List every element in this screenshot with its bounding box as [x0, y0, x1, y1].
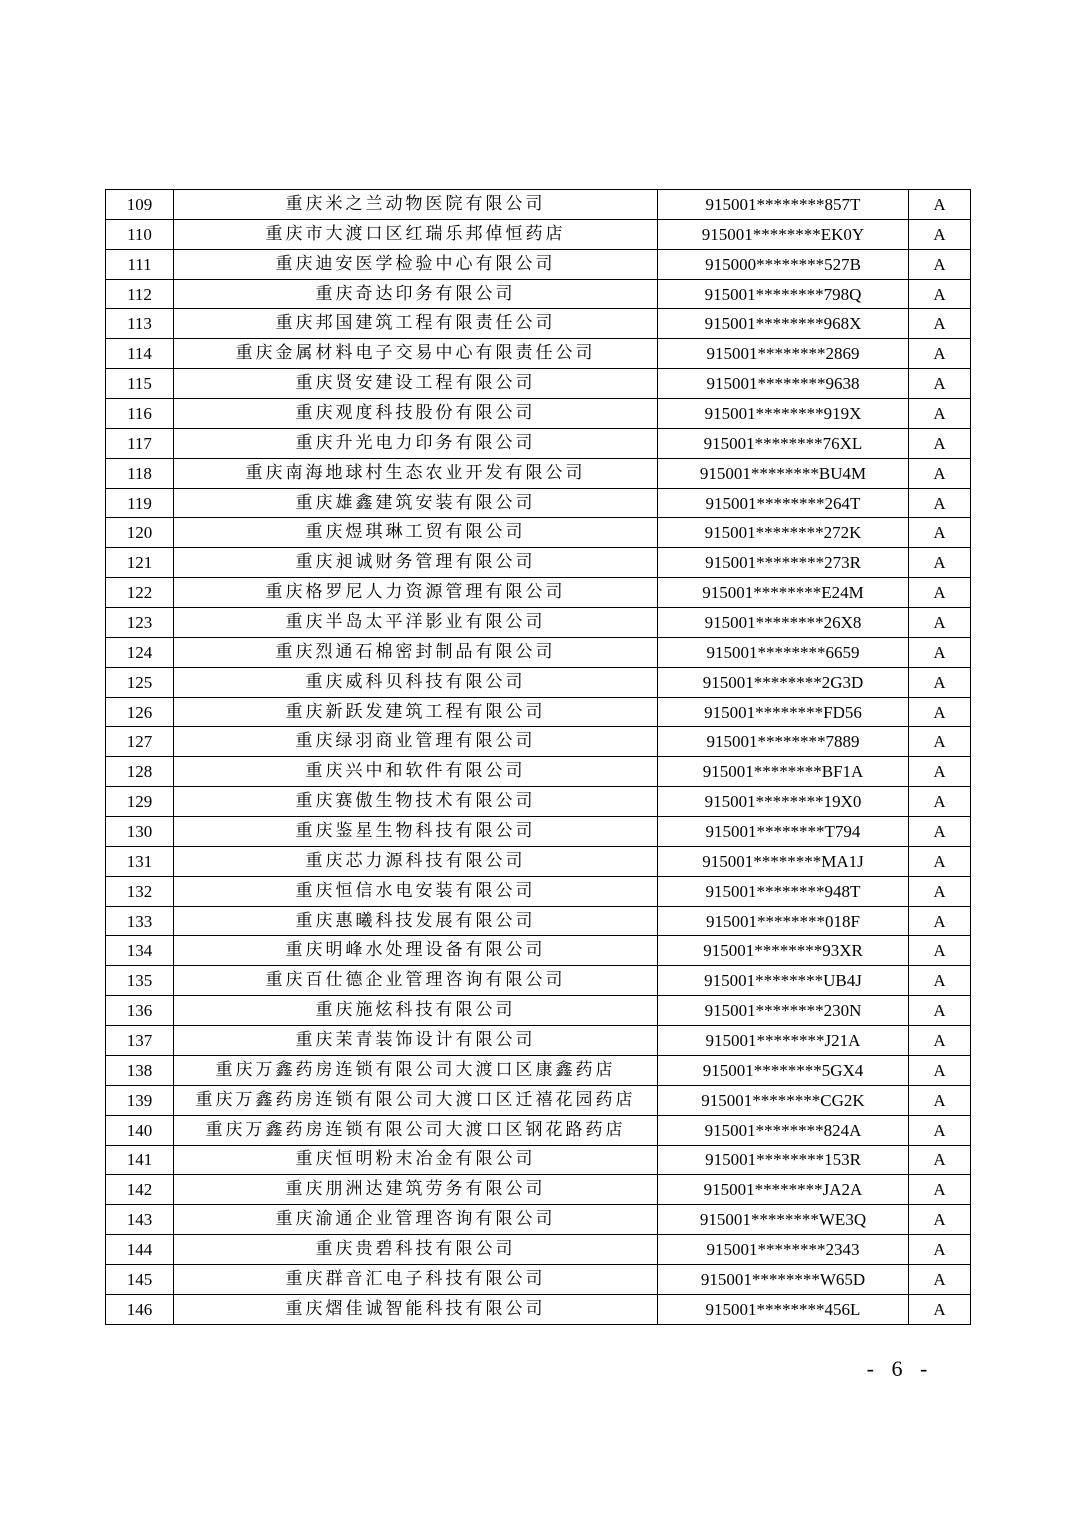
table-row: [106, 190, 971, 220]
table-row: [106, 876, 971, 906]
credit-code-cell: 915001********93XR: [658, 936, 909, 966]
credit-code-cell: 915001********26X8: [658, 608, 909, 638]
company-name-cell: 重庆恒信水电安装有限公司: [174, 876, 658, 906]
company-name-cell: 重庆朋洲达建筑劳务有限公司: [174, 1175, 658, 1205]
rating-grade-cell: A: [909, 1055, 971, 1085]
rating-grade-cell: A: [909, 309, 971, 339]
table-row: [106, 369, 971, 399]
credit-code-cell: 915001********T794: [658, 817, 909, 847]
row-number-cell: 129: [106, 787, 174, 817]
rating-grade-cell: A: [909, 1235, 971, 1265]
credit-code-cell: 915001********6659: [658, 637, 909, 667]
table-row: [106, 637, 971, 667]
credit-code-cell: 915001********018F: [658, 906, 909, 936]
table-row: [106, 608, 971, 638]
rating-grade-cell: A: [909, 399, 971, 429]
table-row: [106, 279, 971, 309]
credit-code-cell: 915001********5GX4: [658, 1055, 909, 1085]
company-name-cell: 重庆贵碧科技有限公司: [174, 1235, 658, 1265]
row-number-cell: 140: [106, 1115, 174, 1145]
company-name-cell: 重庆万鑫药房连锁有限公司大渡口区康鑫药店: [174, 1055, 658, 1085]
table-row: [106, 1175, 971, 1205]
company-name-cell: 重庆市大渡口区红瑞乐邦倬恒药店: [174, 219, 658, 249]
rating-grade-cell: A: [909, 817, 971, 847]
company-name-cell: 重庆渝通企业管理咨询有限公司: [174, 1205, 658, 1235]
table-row: [106, 1205, 971, 1235]
table-row: [106, 757, 971, 787]
table-body: [106, 190, 971, 1325]
rating-grade-cell: A: [909, 966, 971, 996]
row-number-cell: 118: [106, 458, 174, 488]
company-name-cell: 重庆贤安建设工程有限公司: [174, 369, 658, 399]
rating-grade-cell: A: [909, 1294, 971, 1324]
company-name-cell: 重庆迪安医学检验中心有限公司: [174, 249, 658, 279]
table-row: [106, 399, 971, 429]
row-number-cell: 126: [106, 697, 174, 727]
rating-grade-cell: A: [909, 1264, 971, 1294]
rating-grade-cell: A: [909, 1205, 971, 1235]
credit-code-cell: 915001********2G3D: [658, 667, 909, 697]
company-name-cell: 重庆赛傲生物技术有限公司: [174, 787, 658, 817]
credit-code-cell: 915001********968X: [658, 309, 909, 339]
company-name-cell: 重庆奇达印务有限公司: [174, 279, 658, 309]
row-number-cell: 109: [106, 190, 174, 220]
row-number-cell: 110: [106, 219, 174, 249]
rating-grade-cell: A: [909, 219, 971, 249]
company-name-cell: 重庆施炫科技有限公司: [174, 996, 658, 1026]
company-name-cell: 重庆熠佳诚智能科技有限公司: [174, 1294, 658, 1324]
table-row: [106, 906, 971, 936]
table-row: [106, 578, 971, 608]
rating-grade-cell: A: [909, 339, 971, 369]
row-number-cell: 144: [106, 1235, 174, 1265]
credit-code-cell: 915001********9638: [658, 369, 909, 399]
company-name-cell: 重庆格罗尼人力资源管理有限公司: [174, 578, 658, 608]
rating-grade-cell: A: [909, 1175, 971, 1205]
rating-grade-cell: A: [909, 1115, 971, 1145]
rating-grade-cell: A: [909, 249, 971, 279]
company-name-cell: 重庆万鑫药房连锁有限公司大渡口区钢花路药店: [174, 1115, 658, 1145]
credit-rating-table: [105, 189, 971, 1325]
credit-code-cell: 915001********MA1J: [658, 846, 909, 876]
company-name-cell: 重庆观度科技股份有限公司: [174, 399, 658, 429]
rating-grade-cell: A: [909, 518, 971, 548]
rating-grade-cell: A: [909, 1026, 971, 1056]
company-name-cell: 重庆煜琪琳工贸有限公司: [174, 518, 658, 548]
company-name-cell: 重庆米之兰动物医院有限公司: [174, 190, 658, 220]
credit-code-cell: 915001********FD56: [658, 697, 909, 727]
company-name-cell: 重庆邦国建筑工程有限责任公司: [174, 309, 658, 339]
table-row: [106, 1294, 971, 1324]
credit-code-cell: 915001********824A: [658, 1115, 909, 1145]
rating-grade-cell: A: [909, 667, 971, 697]
table-row: [106, 339, 971, 369]
rating-grade-cell: A: [909, 906, 971, 936]
rating-grade-cell: A: [909, 876, 971, 906]
rating-grade-cell: A: [909, 936, 971, 966]
row-number-cell: 146: [106, 1294, 174, 1324]
table-row: [106, 458, 971, 488]
table-row: [106, 1115, 971, 1145]
rating-grade-cell: A: [909, 697, 971, 727]
credit-code-cell: 915001********EK0Y: [658, 219, 909, 249]
rating-grade-cell: A: [909, 458, 971, 488]
company-name-cell: 重庆百仕德企业管理咨询有限公司: [174, 966, 658, 996]
credit-code-cell: 915001********J21A: [658, 1026, 909, 1056]
row-number-cell: 145: [106, 1264, 174, 1294]
company-name-cell: 重庆南海地球村生态农业开发有限公司: [174, 458, 658, 488]
company-name-cell: 重庆绿羽商业管理有限公司: [174, 727, 658, 757]
credit-code-cell: 915001********WE3Q: [658, 1205, 909, 1235]
page-number: - 6 -: [866, 1356, 934, 1381]
credit-code-cell: 915001********W65D: [658, 1264, 909, 1294]
company-name-cell: 重庆惠曦科技发展有限公司: [174, 906, 658, 936]
table-row: [106, 548, 971, 578]
table-row: [106, 309, 971, 339]
credit-code-cell: 915001********2343: [658, 1235, 909, 1265]
rating-grade-cell: A: [909, 190, 971, 220]
company-name-cell: 重庆昶诚财务管理有限公司: [174, 548, 658, 578]
row-number-cell: 121: [106, 548, 174, 578]
row-number-cell: 114: [106, 339, 174, 369]
credit-code-cell: 915001********UB4J: [658, 966, 909, 996]
rating-grade-cell: A: [909, 608, 971, 638]
credit-code-cell: 915001********BU4M: [658, 458, 909, 488]
row-number-cell: 135: [106, 966, 174, 996]
credit-code-cell: 915001********CG2K: [658, 1085, 909, 1115]
table-row: [106, 667, 971, 697]
row-number-cell: 125: [106, 667, 174, 697]
row-number-cell: 141: [106, 1145, 174, 1175]
credit-code-cell: 915001********7889: [658, 727, 909, 757]
company-name-cell: 重庆恒明粉末冶金有限公司: [174, 1145, 658, 1175]
table-row: [106, 1264, 971, 1294]
table-row: [106, 817, 971, 847]
rating-grade-cell: A: [909, 787, 971, 817]
credit-code-cell: 915001********2869: [658, 339, 909, 369]
row-number-cell: 122: [106, 578, 174, 608]
row-number-cell: 139: [106, 1085, 174, 1115]
table-row: [106, 966, 971, 996]
rating-grade-cell: A: [909, 996, 971, 1026]
credit-code-cell: 915001********76XL: [658, 428, 909, 458]
company-name-cell: 重庆新跃发建筑工程有限公司: [174, 697, 658, 727]
rating-grade-cell: A: [909, 578, 971, 608]
company-name-cell: 重庆半岛太平洋影业有限公司: [174, 608, 658, 638]
credit-code-cell: 915001********153R: [658, 1145, 909, 1175]
table-row: [106, 697, 971, 727]
row-number-cell: 123: [106, 608, 174, 638]
company-name-cell: 重庆雄鑫建筑安装有限公司: [174, 488, 658, 518]
rating-grade-cell: A: [909, 1085, 971, 1115]
row-number-cell: 119: [106, 488, 174, 518]
row-number-cell: 143: [106, 1205, 174, 1235]
company-name-cell: 重庆升光电力印务有限公司: [174, 428, 658, 458]
row-number-cell: 112: [106, 279, 174, 309]
row-number-cell: 130: [106, 817, 174, 847]
table-row: [106, 518, 971, 548]
company-name-cell: 重庆烈通石棉密封制品有限公司: [174, 637, 658, 667]
rating-grade-cell: A: [909, 846, 971, 876]
credit-code-cell: 915001********857T: [658, 190, 909, 220]
table-row: [106, 428, 971, 458]
company-name-cell: 重庆明峰水处理设备有限公司: [174, 936, 658, 966]
row-number-cell: 116: [106, 399, 174, 429]
table-row: [106, 727, 971, 757]
credit-code-cell: 915000********527B: [658, 249, 909, 279]
company-name-cell: 重庆威科贝科技有限公司: [174, 667, 658, 697]
rating-grade-cell: A: [909, 369, 971, 399]
table-row: [106, 1235, 971, 1265]
table-row: [106, 936, 971, 966]
rating-grade-cell: A: [909, 548, 971, 578]
company-name-cell: 重庆鉴星生物科技有限公司: [174, 817, 658, 847]
credit-code-cell: 915001********BF1A: [658, 757, 909, 787]
row-number-cell: 132: [106, 876, 174, 906]
row-number-cell: 115: [106, 369, 174, 399]
rating-grade-cell: A: [909, 637, 971, 667]
table-row: [106, 1026, 971, 1056]
rating-grade-cell: A: [909, 1145, 971, 1175]
credit-code-cell: 915001********230N: [658, 996, 909, 1026]
row-number-cell: 142: [106, 1175, 174, 1205]
credit-code-cell: 915001********919X: [658, 399, 909, 429]
table-row: [106, 1145, 971, 1175]
row-number-cell: 120: [106, 518, 174, 548]
credit-code-cell: 915001********E24M: [658, 578, 909, 608]
rating-grade-cell: A: [909, 727, 971, 757]
row-number-cell: 138: [106, 1055, 174, 1085]
company-name-cell: 重庆群音汇电子科技有限公司: [174, 1264, 658, 1294]
row-number-cell: 124: [106, 637, 174, 667]
company-name-cell: 重庆兴中和软件有限公司: [174, 757, 658, 787]
credit-code-cell: 915001********948T: [658, 876, 909, 906]
table-row: [106, 219, 971, 249]
company-name-cell: 重庆茉青装饰设计有限公司: [174, 1026, 658, 1056]
table-row: [106, 488, 971, 518]
table-row: [106, 787, 971, 817]
credit-code-cell: 915001********456L: [658, 1294, 909, 1324]
company-name-cell: 重庆金属材料电子交易中心有限责任公司: [174, 339, 658, 369]
credit-code-cell: 915001********272K: [658, 518, 909, 548]
credit-code-cell: 915001********19X0: [658, 787, 909, 817]
table-row: [106, 1055, 971, 1085]
row-number-cell: 137: [106, 1026, 174, 1056]
company-name-cell: 重庆万鑫药房连锁有限公司大渡口区迁禧花园药店: [174, 1085, 658, 1115]
credit-code-cell: 915001********264T: [658, 488, 909, 518]
row-number-cell: 111: [106, 249, 174, 279]
rating-grade-cell: A: [909, 279, 971, 309]
row-number-cell: 113: [106, 309, 174, 339]
row-number-cell: 117: [106, 428, 174, 458]
table-row: [106, 846, 971, 876]
row-number-cell: 128: [106, 757, 174, 787]
credit-code-cell: 915001********273R: [658, 548, 909, 578]
table-row: [106, 1085, 971, 1115]
company-name-cell: 重庆芯力源科技有限公司: [174, 846, 658, 876]
rating-grade-cell: A: [909, 757, 971, 787]
table-row: [106, 996, 971, 1026]
table-row: [106, 249, 971, 279]
row-number-cell: 134: [106, 936, 174, 966]
rating-grade-cell: A: [909, 428, 971, 458]
row-number-cell: 127: [106, 727, 174, 757]
rating-grade-cell: A: [909, 488, 971, 518]
row-number-cell: 136: [106, 996, 174, 1026]
row-number-cell: 131: [106, 846, 174, 876]
credit-code-cell: 915001********798Q: [658, 279, 909, 309]
credit-code-cell: 915001********JA2A: [658, 1175, 909, 1205]
row-number-cell: 133: [106, 906, 174, 936]
